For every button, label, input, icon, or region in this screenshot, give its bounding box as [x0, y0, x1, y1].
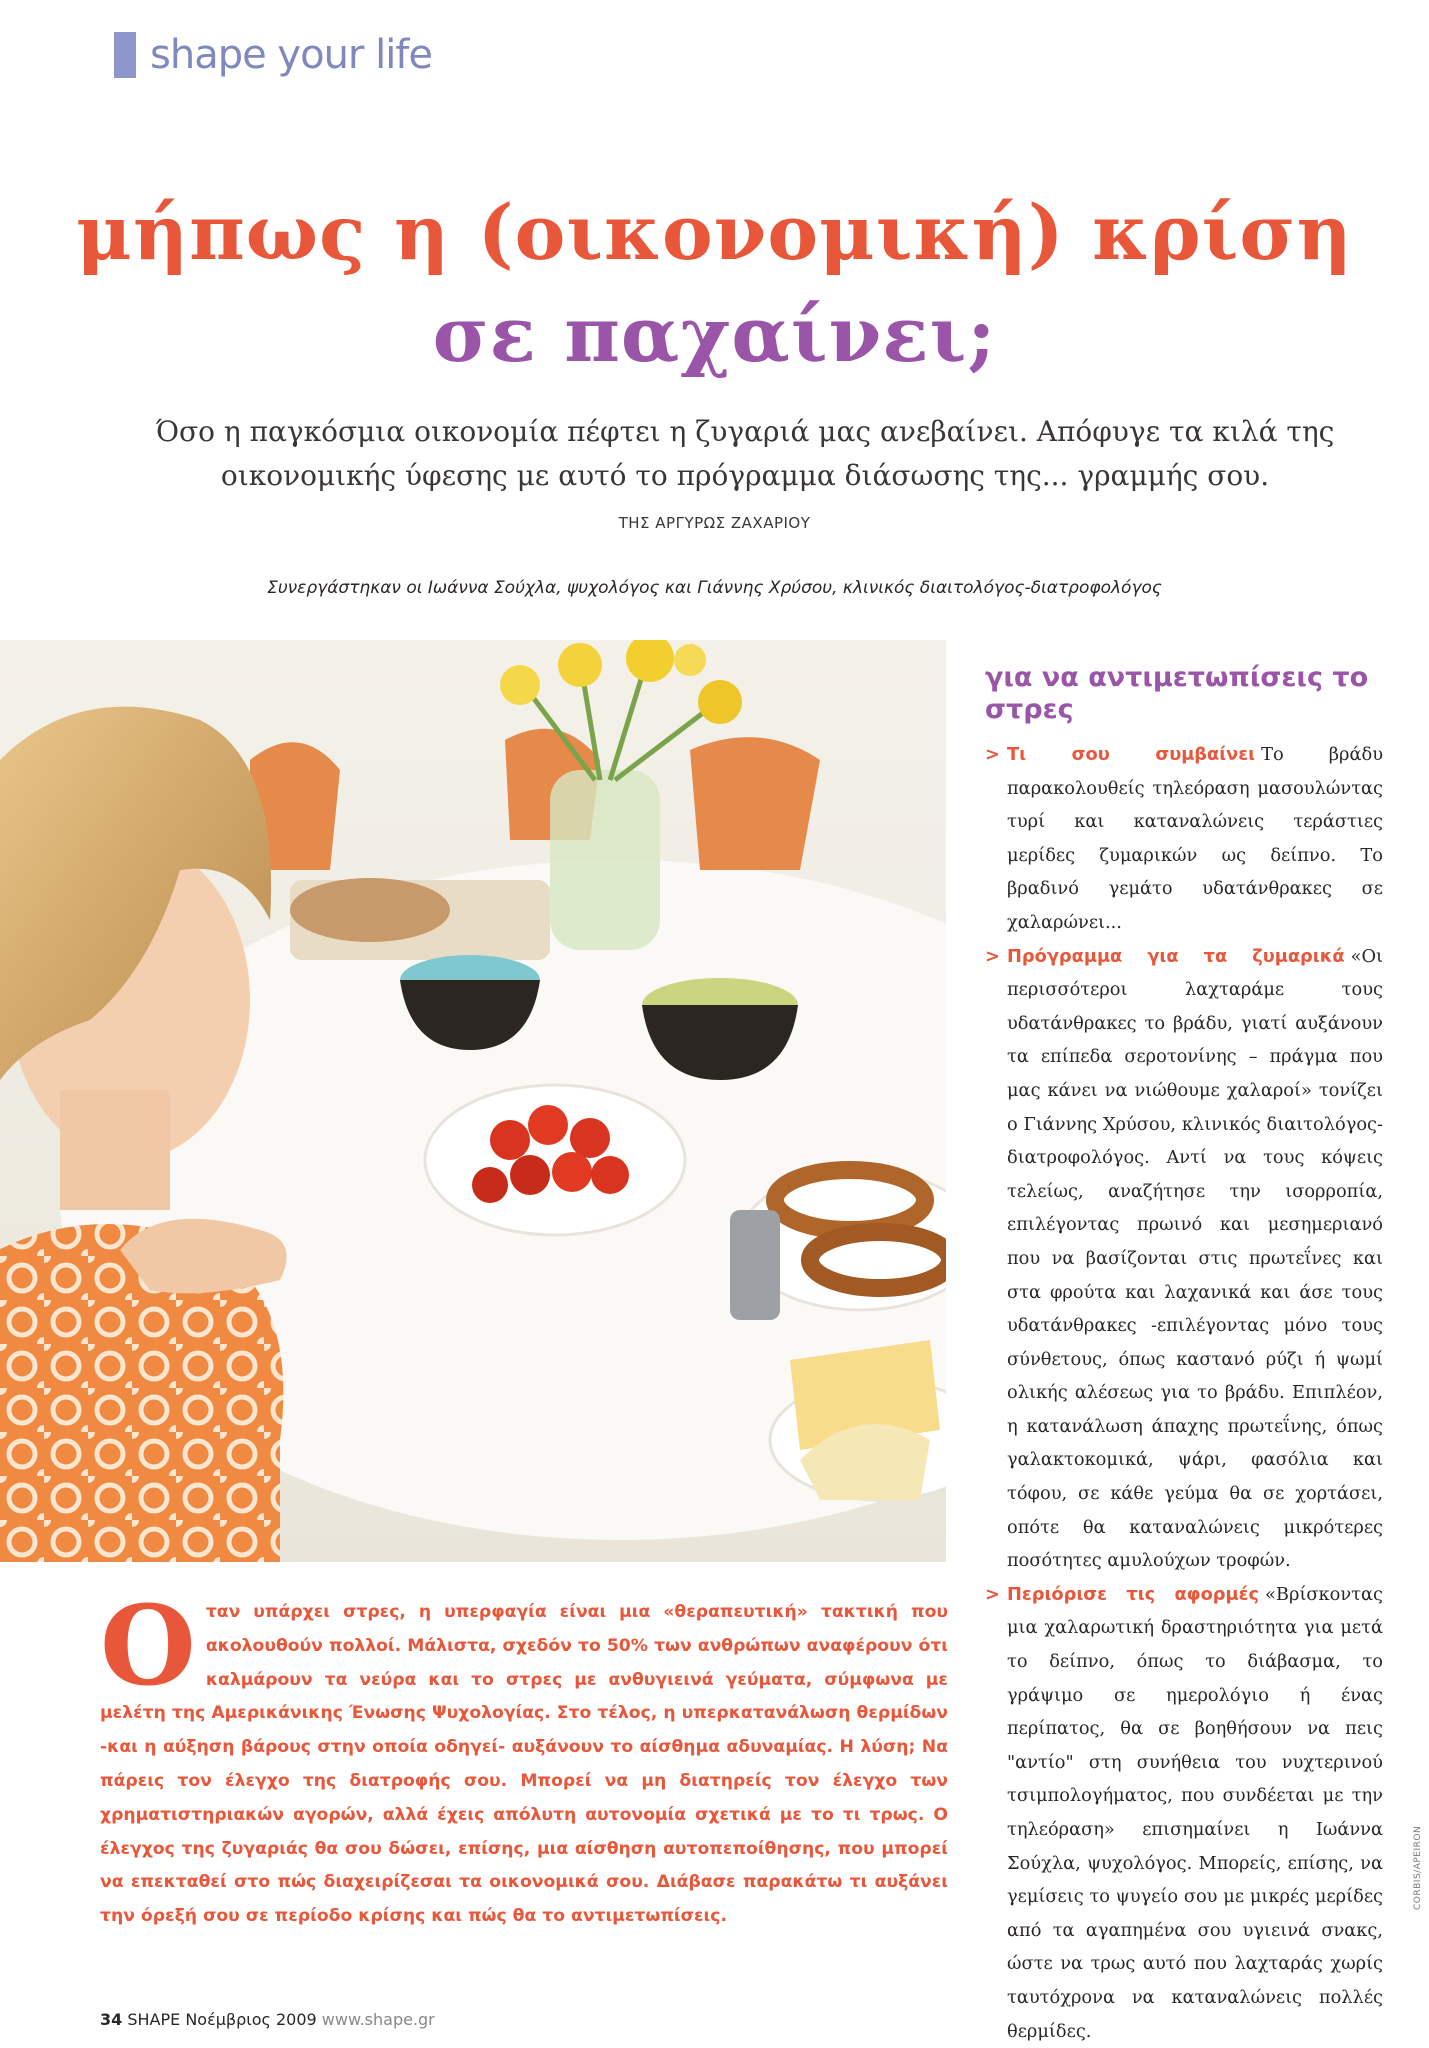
arrow-icon: >: [985, 945, 1000, 967]
sidebar: [985, 738, 1383, 2048]
deck: [150, 410, 1340, 498]
arrow-icon: >: [985, 1583, 1000, 1605]
section-bar: [114, 32, 136, 78]
sidebar-item-text: «Βρίσκοντας μια χαλαρωτική δραστηριότητα για μετά το δείπνο, όπως το διάβασμα, το γράψιμο σε ημερολόγιο ή ένας περίπατος, θα σε βοηθήσουν να πεις "αντίο" στη συνήθεια του νυχτερινού τσιμπολογήματος, που συνδέεται με την τηλεόραση» επισημαίνει η Ιωάννα Σούχλα, ψυχολόγος. Μπορείς, επίσης, να γεμίσεις το ψυγείο σου με μικρές μερίδες από τα αγαπημένα σου υγιεινά σνακς, ώστε να τρως αυτό που λαχταράς χωρίς ταυτόχρονα να καταναλώνεις πολλές θερμίδες.: [1007, 1583, 1383, 2042]
hero-photo-illustration: [0, 640, 946, 1562]
sidebar-item-text: «Οι περισσότεροι λαχταράμε τους υδατάνθρακες το βράδυ, γιατί αυξάνουν τα επίπεδα σεροτονίνης – πράγμα που μας κάνει να νιώθουμε χαλαροί» τονίζει ο Γιάννης Χρύσου, κλινικός διαιτολόγος-διατροφολόγος. Αντί να τους κόψεις τελείως, αναζήτησε την ισορροπία, επιλέγοντας πρωινό και μεσημεριανό που να βασίζονται στις πρωτεΐνες και στα φρούτα και λαχανικά και άσε τους υδατάνθρακες -επιλέγοντας μόνο τους σύνθετους, όπως καστανό ρύζι ή ψωμί ολικής αλέσεως για το βράδυ. Επιπλέον, η κατανάλωση άπαχης πρωτεΐνης, όπως γαλακτοκομικά, ψάρι, φασόλια και τόφου, σε κάθε γεύμα θα σε χορτάσει, οπότε θα καταναλώνεις μικρότερες ποσότητες αμυλούχων τροφών.: [1007, 945, 1383, 1572]
sidebar-item-text: Το βράδυ παρακολουθείς τηλεόραση μασουλώντας τυρί και καταναλώνεις τεράστιες μερίδες ζυμαρικών ως δείπνο. Το βραδινό γεμάτο υδατάνθρακες σε χαλαρώνει...: [1007, 744, 1383, 933]
contributors: Συνεργάστηκαν οι Ιωάννα Σούχλα, ψυχολόγος και Γιάννης Χρύσου, κλινικός διαιτολόγος-διατροφολόγος: [267, 578, 1162, 598]
headline-line-1: μήπως η (οικονομική) κρίση: [76, 188, 1353, 277]
hero-photo: [0, 640, 946, 1562]
sidebar-item-lead: Τι σου συμβαίνει: [1007, 744, 1256, 765]
salt-shaker: [730, 1210, 780, 1320]
drop-cap: Ο: [100, 1581, 196, 1710]
section-tag: [114, 28, 432, 82]
sidebar-item: [985, 738, 1383, 940]
deck-line-2: οικονομικής ύφεσης με αυτό το πρόγραμμα διάσωσης της... γραμμής σου.: [220, 459, 1270, 492]
bread: [290, 878, 450, 942]
magazine-url: www.shape.gr: [321, 2010, 435, 2029]
sidebar-item: [985, 1578, 1383, 2048]
cheese-plate: [770, 1340, 946, 1500]
magazine-issue: SHAPE Νοέμβριος 2009: [127, 2010, 317, 2029]
section-label: shape your life: [150, 32, 432, 78]
sidebar-item: [985, 940, 1383, 1578]
photo-credit: CORBIS/APEIRON: [1413, 1825, 1423, 1910]
deck-line-1: Όσο η παγκόσμια οικονομία πέφτει η ζυγαριά μας ανεβαίνει. Απόφυγε τα κιλά της: [155, 415, 1335, 448]
byline: ΤΗΣ ΑΡΓΥΡΩΣ ΖΑΧΑΡΙΟΥ: [618, 514, 811, 532]
sidebar-title: για να αντιμετωπίσεις το στρες: [985, 662, 1369, 725]
sidebar-item-lead: Πρόγραμμα για τα ζυμαρικά: [1007, 945, 1345, 967]
tomato-plate: [425, 1085, 685, 1235]
page-footer: [100, 2010, 435, 2029]
chair-back-right: [690, 737, 820, 870]
intro-paragraph: [100, 1581, 948, 1934]
intro-text: ταν υπάρχει στρες, η υπερφαγία είναι μια «θεραπευτική» τακτική που ακολουθούν πολλοί. Μάλιστα, σχεδόν το 50% των ανθρώπων αναφέρουν ότι καλμάρουν τα νεύρα και το στρες με ανθυγιεινά γεύματα, σύμφωνα με μελέτη της Αμερικάνικης Ένωσης Ψυχολογίας. Στο τέλος, η υπερκατανάλωση θερμίδων -και η αύξηση βάρους στην οποία οδηγεί- αυξάνουν το αίσθημα αδυναμίας. Η λύση; Να πάρεις τον έλεγχο της διατροφής σου. Μπορεί να μη διατηρείς τον έλεγχο των χρηματιστηριακών αγορών, αλλά έχεις απόλυτη αυτονομία σχετικά με το τι τρως. Ο έλεγχος της ζυγαριάς θα σου δώσει, επίσης, μια αίσθηση αυτοπεποίθησης, που μπορεί να επεκταθεί στο πώς διαχειρίζεσαι τα οικονομικά σου. Διάβασε παρακάτω τι αυξάνει την όρεξή σου σε περίοδο κρίσης και πώς θα το αντιμετωπίσεις.: [100, 1602, 948, 1927]
headline-line-2: σε παχαίνει;: [432, 290, 997, 379]
sidebar-item-lead: Περιόρισε τις αφορμές: [1007, 1583, 1260, 1605]
arrow-icon: >: [985, 744, 1000, 765]
page-number: 34: [100, 2010, 123, 2029]
